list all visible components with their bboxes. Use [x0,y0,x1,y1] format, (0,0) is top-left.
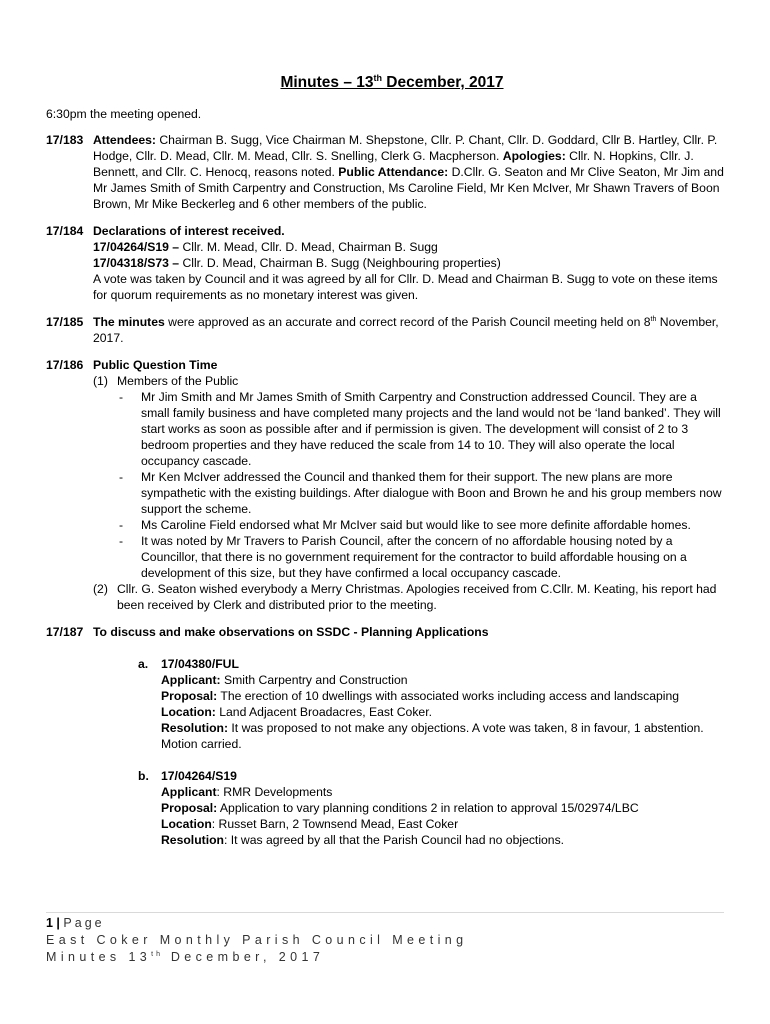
item-17-186 [46,357,726,613]
public-attendance-label: Public Attendance: [338,165,449,179]
apologies-label: Apologies: [502,149,566,163]
applicant-label: Applicant: [161,673,221,687]
page-number-line [46,915,726,932]
item-body [93,223,726,303]
item-17-185 [46,314,726,346]
sub-item-marker: (1) [93,374,108,388]
declaration-text: Cllr. D. Mead, Chairman B. Sugg (Neighbouring properties) [179,256,501,270]
location-value: Land Adjacent Broadacres, East Coker. [215,705,432,719]
meeting-opened: 6:30pm the meeting opened. [46,107,202,121]
resolution-label: Resolution: [161,721,229,735]
application-details [161,768,639,848]
sub-item-text: Members of the Public [117,374,239,388]
attendees-text: Chairman B. Sugg, Vice Chairman M. Shepstone, Cllr. P. Chant, Cllr. D. Goddard, Cllr B. Hartley, Cllr. P. Hodge, Cllr. D. Mead, Cllr. M. Mead, Cllr. S. Snelling, Clerk G. Macpherson. [93,133,718,163]
declaration-1 [93,239,726,255]
dash-marker: - [119,470,124,484]
footer-date-sup: th [151,950,163,958]
proposal-label: Proposal: [161,689,218,703]
application-proposal [161,800,639,816]
bullet-item [93,469,726,517]
page-word: Page [63,916,105,930]
item-17-187 [46,624,726,848]
page-separator: | [52,916,64,930]
application-applicant [161,672,726,688]
item-body [93,624,726,848]
bullet-text: It was noted by Mr Travers to Parish Council, after the concern of no affordable housing noted by a Councillor, that there is no government requirement for the contractor to build affordable housing on a development of this size, but they have confirmed a local occupancy cascade. [141,534,687,580]
bullet-item [93,517,726,533]
item-number: 17/183 [46,133,84,147]
application-ref: 17/04264/S19 [161,769,237,783]
footer-meeting-name: East Coker Monthly Parish Council Meeting [46,933,468,947]
application-proposal [161,688,726,704]
planning-application-a [93,656,726,752]
application-resolution [161,832,639,848]
resolution-value: : It was agreed by all that the Parish Council had no objections. [223,833,565,847]
declaration-text: Cllr. M. Mead, Cllr. D. Mead, Chairman B. Sugg [179,240,438,254]
minutes-text: were approved as an accurate and correct record of the Parish Council meeting held on 8 [164,315,651,329]
application-marker: b. [138,769,149,783]
declarations-heading: Declarations of interest received. [93,224,285,238]
sub-item-2 [93,581,726,613]
declaration-2 [93,255,726,271]
declaration-ref: 17/04264/S19 – [93,240,180,254]
item-number: 17/187 [46,625,84,639]
location-value: : Russet Barn, 2 Townsend Mead, East Coker [211,817,459,831]
dash-marker: - [119,534,124,548]
public-attendance-text: D.Cllr. G. Seaton and Mr Clive Seaton, Mr Jim and Mr James Smith of Smith Carpentry and Construction, Ms Caroline Field, Mr Ken McIver, Mr Shawn Travers of Boon Brown, Mr Mike Beckerleg and 6 other members of the public. [93,165,724,211]
attendees-label: Attendees: [93,133,156,147]
application-resolution [161,720,726,752]
minutes-document [46,74,726,848]
location-label: Location [161,817,212,831]
item-body [93,314,726,346]
planning-heading: To discuss and make observations on SSDC - Planning Applications [93,625,489,639]
item-17-184 [46,223,726,303]
resolution-value: It was proposed to not make any objections. A vote was taken, 8 in favour, 1 abstention. Motion carried. [161,721,704,751]
title-text: Minutes – 13 [280,74,374,91]
bullet-text: Ms Caroline Field endorsed what Mr McIver said but would like to see more definite affordable homes. [141,518,691,532]
item-number: 17/186 [46,358,84,372]
application-location [161,816,639,832]
declaration-vote: A vote was taken by Council and it was agreed by all for Cllr. D. Mead and Chairman B. Sugg to vote on these items for quorum requirements as no monetary interest was given. [93,272,718,302]
page-footer [46,912,726,966]
item-number: 17/184 [46,224,84,238]
minutes-text-end: November, 2017. [93,315,719,345]
page-number: 1 [46,916,53,930]
bullet-text: Mr Ken McIver addressed the Council and thanked them for their support. The new plans are more sympathetic with the existing buildings. After dialogue with Boon and Brown he and his group members now support the scheme. [141,470,722,516]
planning-application-b [93,768,726,848]
bullet-item [93,533,726,581]
item-body [93,357,726,613]
apologies-text: Cllr. N. Hopkins, Cllr. J. Bennett, and Cllr. C. Henocq, reasons noted. [93,149,694,179]
application-marker: a. [138,657,149,671]
application-details [161,656,726,752]
dash-marker: - [119,390,124,404]
sub-item-1 [93,373,726,389]
footer-date-suffix: December, 2017 [163,950,325,964]
public-question-heading: Public Question Time [93,358,218,372]
item-number: 17/185 [46,315,84,329]
application-applicant [161,784,639,800]
applicant-label: Applicant [161,785,217,799]
proposal-label: Proposal: [161,801,218,815]
minutes-label: The minutes [93,315,165,329]
title-text-suffix: December, 2017 [382,74,504,91]
title-sup: th [373,72,382,83]
item-17-183 [46,132,726,212]
applicant-value: Smith Carpentry and Construction [220,673,408,687]
minutes-sup: th [650,315,657,323]
sub-item-marker: (2) [93,582,108,596]
bullet-text: Mr Jim Smith and Mr James Smith of Smith Carpentry and Construction addressed Council. They are a small family business and have completed many projects and the land would not be ‘land banked’. They will start works as soon as possible after and if permission is given. The development will consist of 2 to 3 bedroom properties and they have reduced the scale from 14 to 10. They will also operate the local occupancy cascade. [141,390,721,468]
proposal-value: The erection of 10 dwellings with associated works including access and landscaping [217,689,680,703]
application-ref: 17/04380/FUL [161,657,239,671]
sub-item-text: Cllr. G. Seaton wished everybody a Merry Christmas. Apologies received from C.Cllr. M. Keating, his report had been received by Clerk and distributed prior to the meeting. [117,582,717,612]
location-label: Location: [161,705,216,719]
item-body [93,132,726,212]
page-title [46,74,726,92]
bullet-item [93,389,726,469]
resolution-label: Resolution [161,833,224,847]
application-location [161,704,726,720]
footer-divider [46,912,724,913]
footer-meeting-date [46,949,726,966]
footer-date-prefix: Minutes 13 [46,950,152,964]
dash-marker: - [119,518,124,532]
declaration-ref: 17/04318/S73 – [93,256,180,270]
applicant-value: : RMR Developments [216,785,333,799]
proposal-value: Application to vary planning conditions 2 in relation to approval 15/02974/LBC [217,801,639,815]
